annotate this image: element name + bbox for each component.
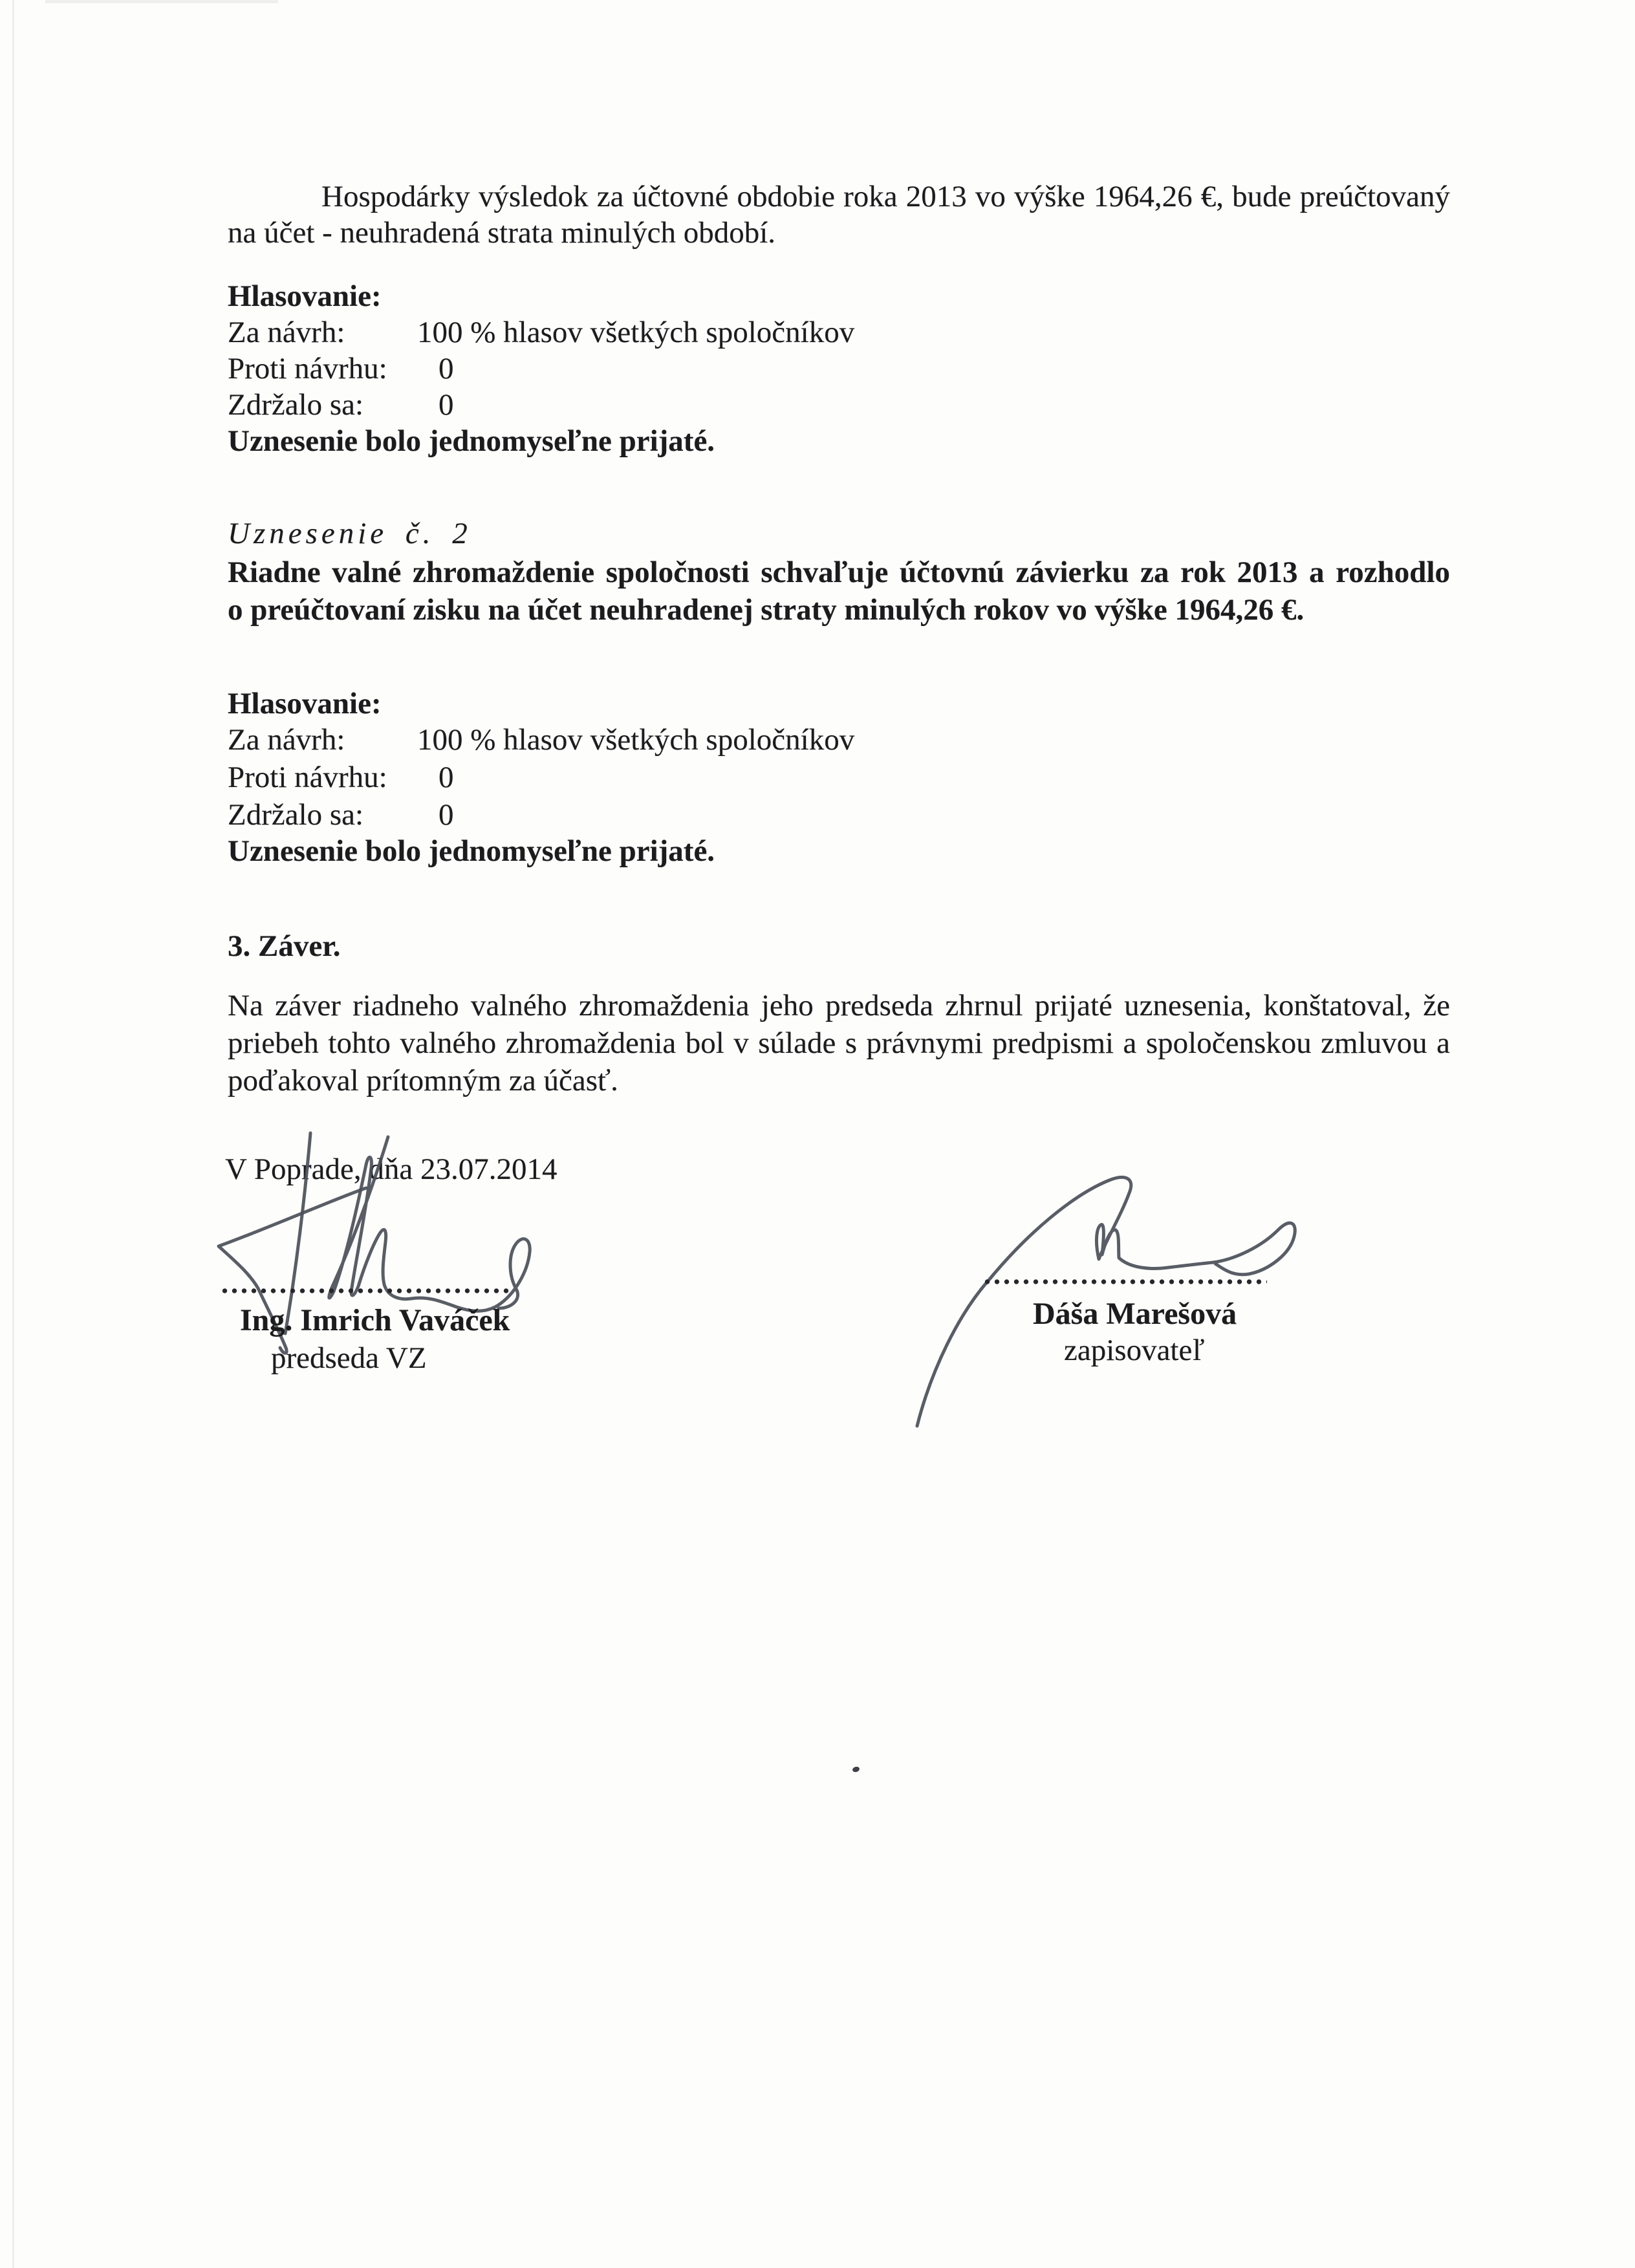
signatory-name-right: Dáša Marešová: [1033, 1297, 1237, 1331]
scan-smudge: [45, 0, 278, 3]
voting-row-value: 0: [439, 352, 454, 385]
voting-block-1: [228, 278, 1450, 314]
signature-dotted-line-left: [220, 1288, 514, 1294]
voting-2-row-zdrzalo-sa: [228, 797, 1450, 833]
voting-row-label: Proti návrhu:: [228, 352, 387, 385]
closing-line-2: priebeh tohto valného zhromaždenia bol v súlade s právnymi predpismi a spoločenskou zmluvou a: [228, 1026, 1450, 1060]
resolution-2-heading: [228, 515, 1450, 552]
voting-1-result: [228, 423, 1450, 459]
voting-row-label: Za návrh:: [228, 316, 345, 349]
resolution-line-2: o preúčtovaní zisku na účet neuhradenej straty minulých rokov vo výške 1964,26 €.: [228, 593, 1305, 627]
signatory-title-right: zapisovateľ: [1064, 1334, 1205, 1367]
intro-line-1: Hospodárky výsledok za účtovné obdobie roka 2013 vo výške 1964,26 €, bude preúčtovaný: [321, 180, 1450, 213]
voting-row-value: 100 % hlasov všetkých spoločníkov: [417, 316, 855, 349]
closing-paragraph: [228, 987, 1450, 1098]
scan-speck: [852, 1766, 860, 1773]
voting-row-label: Zdržalo sa:: [228, 798, 364, 832]
voting-row-value: 0: [439, 388, 454, 422]
voting-row-value: 0: [439, 798, 454, 832]
voting-heading: Hlasovanie:: [228, 687, 382, 720]
voting-2-row-za-navrh: [228, 722, 1450, 758]
dateline: V Poprade, dňa 23.07.2014: [225, 1152, 558, 1186]
voting-row-label: Zdržalo sa:: [228, 388, 364, 422]
intro-paragraph: [228, 178, 1450, 251]
voting-block-2: [228, 686, 1450, 722]
closing-line-3: poďakoval prítomným za účasť.: [228, 1064, 618, 1097]
closing-line-1: Na záver riadneho valného zhromaždenia jeho predseda zhrnul prijaté uznesenia, konštatoval, že: [228, 989, 1450, 1022]
signature-dotted-line-right: [982, 1279, 1267, 1285]
voting-row-value: 100 % hlasov všetkých spoločníkov: [417, 723, 855, 757]
signatory-name-left: Ing. Imrich Vaváček: [240, 1303, 510, 1337]
voting-row-label: Proti návrhu:: [228, 761, 387, 794]
voting-row-value: 0: [439, 761, 454, 794]
resolution-line-1: Riadne valné zhromaždenie spoločnosti schvaľuje účtovnú závierku za rok 2013 a rozhodlo: [228, 556, 1450, 589]
scan-edge-line: [12, 0, 14, 2268]
voting-1-row-proti-navrhu: [228, 351, 1450, 387]
voting-row-label: Za návrh:: [228, 723, 345, 757]
voting-result-text: Uznesenie bolo jednomyseľne prijaté.: [228, 424, 715, 458]
voting-1-row-zdrzalo-sa: [228, 387, 1450, 423]
intro-line-2: na účet - neuhradená strata minulých období.: [228, 216, 776, 250]
voting-1-row-za-navrh: [228, 314, 1450, 351]
signatory-title-left: predseda VZ: [271, 1341, 427, 1375]
resolution-2-body: [228, 554, 1450, 627]
voting-2-row-proti-navrhu: [228, 759, 1450, 795]
closing-heading-text: 3. Záver.: [228, 929, 341, 963]
voting-result-text: Uznesenie bolo jednomyseľne prijaté.: [228, 834, 715, 868]
voting-heading: Hlasovanie:: [228, 279, 382, 313]
voting-2-result: [228, 833, 1450, 869]
closing-heading: [228, 928, 1450, 964]
resolution-heading-text: Uznesenie č. 2: [228, 517, 471, 550]
